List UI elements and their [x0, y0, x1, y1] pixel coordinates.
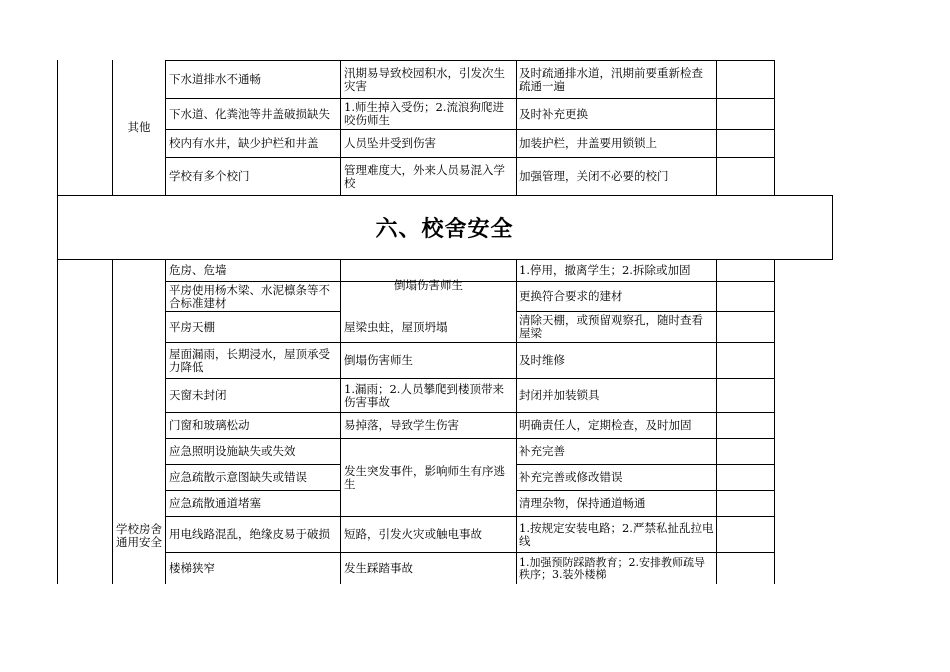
consequence-cell: 发生踩踏事故 [344, 560, 413, 575]
category-label-other: 其他 [127, 120, 151, 134]
grid-line [165, 259, 166, 584]
hazard-cell: 下水道、化粪池等井盖破损缺失 [169, 106, 330, 121]
consequence-cell: 短路，引发火灾或触电事故 [344, 527, 482, 541]
measure-cell: 及时疏通排水道，汛期前要重新检查疏通一遍 [519, 65, 703, 93]
grid-line [774, 259, 775, 584]
grid-line [716, 259, 717, 584]
hazard-cell: 应急照明设施缺失或失效 [169, 444, 296, 458]
consequence-cell: 人员坠井受到伤害 [344, 136, 436, 150]
measure-cell: 1.加强预防踩踏教育；2.安排教师疏导秩序；3.装外楼梯 [519, 556, 705, 581]
consequence-cell: 1.漏雨；2.人员攀爬到楼顶带来伤害事故 [344, 381, 504, 409]
hazard-cell: 屋面漏雨，长期浸水，屋顶承受力降低 [169, 346, 330, 374]
section-title: 六、校舍安全 [375, 216, 514, 242]
grid-line [832, 195, 833, 260]
grid-line [165, 60, 166, 195]
measure-cell: 1.按规定安装电路；2.严禁私扯乱拉电线 [519, 520, 714, 548]
measure-cell: 清理杂物，保持通道畅通 [519, 496, 646, 510]
hazard-cell: 校内有水井，缺少护栏和井盖 [169, 136, 319, 150]
measure-cell: 及时维修 [519, 353, 565, 367]
consequence-cell: 1.师生掉入受伤；2.流浪狗爬进咬伤师生 [344, 100, 504, 127]
consequence-cell-merged: 倒塌伤害师生 [394, 277, 463, 292]
consequence-cell: 倒塌伤害师生 [344, 353, 413, 367]
measure-cell: 清除天棚，或预留观察孔，随时查看屋梁 [519, 313, 703, 340]
grid-line [516, 259, 517, 584]
measure-cell: 加装护栏，井盖要用锁锁上 [519, 136, 657, 150]
grid-line [774, 60, 775, 195]
measure-cell: 补充完善或修改错误 [519, 470, 623, 484]
hazard-cell: 楼梯狭窄 [169, 560, 215, 575]
hazard-cell: 天窗未封闭 [169, 388, 227, 402]
consequence-cell: 易掉落，导致学生伤害 [344, 418, 459, 432]
measure-cell: 及时补充更换 [519, 106, 588, 121]
hazard-cell: 学校有多个校门 [169, 169, 250, 183]
grid-line [57, 259, 58, 584]
measure-cell: 更换符合要求的建材 [519, 289, 623, 303]
measure-cell: 补充完善 [519, 444, 565, 458]
measure-cell: 1.停用，撤离学生；2.拆除或加固 [519, 263, 691, 277]
grid-line [340, 60, 341, 195]
hazard-cell: 危房、危墙 [169, 263, 227, 277]
consequence-cell: 屋梁虫蛀，屋顶坍塌 [344, 319, 448, 334]
grid-line [112, 259, 113, 584]
hazard-cell: 门窗和玻璃松动 [169, 418, 250, 432]
measure-cell: 封闭并加装锁具 [519, 388, 600, 402]
measure-cell: 加强管理，关闭不必要的校门 [519, 169, 669, 183]
hazard-cell: 用电线路混乱，绝缘皮易于破损 [169, 527, 330, 541]
consequence-cell: 管理难度大，外来人员易混入学校 [344, 162, 505, 190]
grid-line [716, 60, 717, 195]
measure-cell: 明确责任人，定期检查，及时加固 [519, 418, 692, 432]
consequence-cell: 汛期易导致校园积水，引发次生灾害 [344, 65, 505, 93]
consequence-cell-merged: 发生突发事件，影响师生有序逃生 [344, 463, 505, 491]
category-label-building: 学校房舍通用安全 [116, 522, 162, 549]
hazard-cell: 应急疏散示意图缺失或错误 [169, 470, 307, 484]
hazard-cell: 下水道排水不通畅 [169, 72, 261, 86]
hazard-cell: 平房使用杨木梁、水泥檩条等不合标准建材 [169, 282, 330, 310]
hazard-cell: 平房天棚 [169, 319, 215, 334]
grid-line [516, 60, 517, 195]
hazard-cell: 应急疏散通道堵塞 [169, 496, 261, 510]
